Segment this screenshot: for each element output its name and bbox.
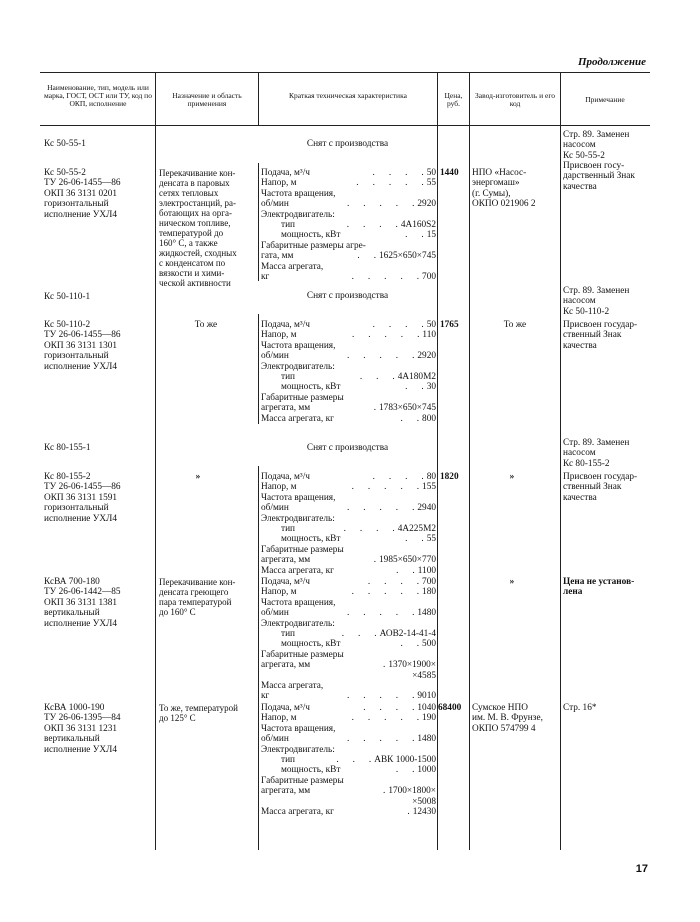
spec-value: 190 xyxy=(422,713,436,724)
spec-line xyxy=(261,230,436,240)
row-maker: НПО «Насос- энергомаш» (г. Сумы), ОКПО 021906 2 xyxy=(472,168,536,210)
spec-line xyxy=(261,755,436,765)
spec-label: об/мин xyxy=(261,608,289,619)
spec-label: Масса агрегата, кг xyxy=(261,413,334,424)
spec-line xyxy=(261,681,436,691)
spec-line xyxy=(261,199,436,209)
spec-leader-dots: . . . . xyxy=(372,472,424,482)
spec-label: Масса агрегата, xyxy=(261,680,324,691)
spec-line xyxy=(261,168,436,178)
spec-label: Частота вращения, xyxy=(261,723,336,734)
spec-line xyxy=(261,545,436,555)
header-maker: Завод-изготовитель и его код xyxy=(475,91,555,108)
spec-value: 2920 xyxy=(417,199,436,210)
row-name: Кс 80-155-1 xyxy=(44,443,91,453)
spec-label: тип xyxy=(281,628,296,639)
spec-label: гата, мм xyxy=(261,251,294,262)
col-divider-2-seg2 xyxy=(258,314,259,424)
spec-label: Частота вращения, xyxy=(261,188,336,199)
spec-label: Электродвигатель: xyxy=(261,744,335,755)
spec-line xyxy=(261,629,436,639)
spec-leader-dots: . . xyxy=(396,565,415,576)
spec-line xyxy=(261,393,436,403)
spec-leader-dots: . . . . . xyxy=(347,691,415,702)
spec-label: агрегата, мм xyxy=(261,786,311,797)
spec-line xyxy=(261,351,436,361)
spec-label: Электродвигатель: xyxy=(261,618,335,629)
spec-value: 80 xyxy=(426,472,436,482)
spec-line xyxy=(261,403,436,413)
row-spec xyxy=(261,703,436,817)
spec-label: Масса агрегата, xyxy=(261,261,324,272)
spec-status: Снят с производства xyxy=(306,139,389,149)
spec-leader-dots: . . . xyxy=(336,754,372,765)
spec-label: об/мин xyxy=(261,503,289,514)
spec-value: 1370×1900× xyxy=(388,660,436,671)
spec-leader-dots: . . . . . xyxy=(347,734,415,745)
spec-leader-dots: . . . . xyxy=(346,219,398,230)
row-note: Стр. 16* xyxy=(563,703,597,713)
spec-value: 50 xyxy=(426,320,436,330)
row-spec xyxy=(261,320,436,424)
spec-leader-dots: . . . . . xyxy=(351,330,420,341)
spec-line xyxy=(261,189,436,199)
spec-leader-dots: . . . . . xyxy=(351,271,420,282)
spec-leader-dots: . . . . . xyxy=(347,608,415,619)
spec-value: 2920 xyxy=(417,351,436,362)
spec-label: Габаритные размеры xyxy=(261,775,344,786)
spec-value: ×5008 xyxy=(412,796,436,807)
spec-status: Снят с производства xyxy=(306,291,389,301)
spec-label: Напор, м xyxy=(261,330,297,341)
spec-value: 180 xyxy=(422,587,436,598)
spec-leader-dots: . . . . . xyxy=(347,351,415,362)
spec-label: тип xyxy=(281,219,296,230)
spec-line xyxy=(261,713,436,723)
spec-line xyxy=(261,220,436,230)
spec-line xyxy=(261,482,436,492)
spec-label: Электродвигатель: xyxy=(261,361,335,372)
spec-line xyxy=(261,503,436,513)
row-name: Кс 80-155-2 ТУ 26-06-1455—86 ОКП 36 3131 1591 горизонтальный исполнение УХЛ4 xyxy=(44,472,121,524)
header-note: Примечание xyxy=(585,95,625,104)
spec-line xyxy=(261,372,436,382)
spec-label: Масса агрегата, кг xyxy=(261,806,334,817)
row-spec xyxy=(261,168,436,282)
spec-leader-dots: . . xyxy=(405,382,424,393)
row-note: Присвоен госу- дарственный Знак качества xyxy=(563,161,635,192)
spec-label: тип xyxy=(281,754,296,765)
row-name: КсВА 700-180 ТУ 26-06-1442—85 ОКП 36 3131 1381 вертикальный исполнение УХЛ4 xyxy=(44,577,121,629)
spec-value: 1480 xyxy=(417,734,436,745)
spec-line xyxy=(261,660,436,670)
spec-label: тип xyxy=(281,523,296,534)
spec-label: Габаритные размеры xyxy=(261,392,344,403)
spec-value: 1040 xyxy=(417,703,436,713)
spec-line xyxy=(261,210,436,220)
row-note: Стр. 89. Заменен насосом Кс 50-55-2 xyxy=(563,130,630,161)
spec-line xyxy=(261,178,436,188)
spec-value: 1100 xyxy=(417,565,436,576)
spec-leader-dots: . . . . . xyxy=(347,199,415,210)
spec-label: Подача, м³/ч xyxy=(261,703,310,713)
spec-value: 700 xyxy=(422,271,436,282)
spec-line xyxy=(261,608,436,618)
spec-line xyxy=(261,598,436,608)
header-purpose: Назначение и область применения xyxy=(172,91,242,108)
spec-line xyxy=(261,786,436,796)
spec-label: Электродвигатель: xyxy=(261,209,335,220)
spec-label: кг xyxy=(261,691,270,702)
row-purpose: » xyxy=(195,472,201,482)
row-name: Кс 50-55-1 xyxy=(44,139,86,149)
spec-label: Напор, м xyxy=(261,713,297,724)
spec-value: АОВ2-14-41-4 xyxy=(379,628,436,639)
spec-line xyxy=(261,524,436,534)
continuation-label: Продолжение xyxy=(577,56,646,68)
spec-label: Подача, м³/ч xyxy=(261,320,310,330)
row-maker: Сумское НПО им. М. В. Фрунзе, ОКПО 574799 4 xyxy=(472,703,543,734)
spec-value: АВК 1000-1500 xyxy=(374,754,436,765)
spec-value: 55 xyxy=(426,178,436,189)
spec-leader-dots: . . . . . xyxy=(347,503,415,514)
spec-label: Габаритные размеры xyxy=(261,544,344,555)
row-spec xyxy=(261,472,436,576)
header-spec: Краткая техническая характеристика xyxy=(289,91,407,100)
col-divider-2-seg1 xyxy=(258,163,259,281)
spec-value: 500 xyxy=(422,639,436,650)
spec-line xyxy=(261,577,436,587)
row-purpose: Перекачивание кон- денсата греющего пара температурой до 160° С xyxy=(159,577,236,617)
spec-label: Габаритные размеры xyxy=(261,649,344,660)
row-name: Кс 50-110-1 xyxy=(44,292,91,302)
row-note: Присвоен государ- ственный Знак качества xyxy=(563,472,638,503)
spec-label: об/мин xyxy=(261,734,289,745)
spec-label: Подача, м³/ч xyxy=(261,472,310,482)
spec-value: 2940 xyxy=(417,503,436,514)
spec-leader-dots: . . . . . xyxy=(351,587,420,598)
spec-line xyxy=(261,472,436,482)
spec-leader-dots: . xyxy=(373,555,377,566)
spec-label: мощность, кВт xyxy=(281,639,341,650)
spec-leader-dots: . . . . . xyxy=(351,713,420,724)
spec-line xyxy=(261,724,436,734)
spec-line xyxy=(261,703,436,713)
row-note: Присвоен государ- ственный Знак качества xyxy=(563,320,638,351)
spec-line xyxy=(261,341,436,351)
spec-label: Масса агрегата, кг xyxy=(261,565,334,576)
spec-label: Подача, м³/ч xyxy=(261,577,310,587)
spec-label: Напор, м xyxy=(261,482,297,493)
row-name: Кс 50-55-2 ТУ 26-06-1455—86 ОКП 36 3131 0201 горизонтальный исполнение УХЛ4 xyxy=(44,168,121,220)
col-divider-2-seg3 xyxy=(258,466,259,850)
col-divider-4 xyxy=(469,72,470,850)
spec-line xyxy=(261,807,436,817)
spec-value: 800 xyxy=(422,413,436,424)
spec-line xyxy=(261,362,436,372)
spec-value: 1000 xyxy=(417,765,436,776)
spec-line xyxy=(261,671,436,681)
spec-value: 155 xyxy=(422,482,436,493)
spec-leader-dots: . . . . . xyxy=(351,482,420,493)
spec-line xyxy=(261,639,436,649)
spec-label: Напор, м xyxy=(261,587,297,598)
row-purpose: Перекачивание кон- денсата в паровых сетях тепловых электростанций, ра- ботающих на орга- ническом топливе, температурой до 160° С, а также жидкостей, сходных с конденсатом по вязкости и хими- ческой активности xyxy=(159,168,237,288)
spec-line xyxy=(261,251,436,261)
spec-value: 55 xyxy=(426,534,436,545)
spec-line xyxy=(261,776,436,786)
spec-line xyxy=(261,650,436,660)
spec-label: мощность, кВт xyxy=(281,765,341,776)
spec-value: 15 xyxy=(426,230,436,241)
spec-leader-dots: . . . . xyxy=(367,577,420,587)
spec-label: об/мин xyxy=(261,351,289,362)
spec-line xyxy=(261,514,436,524)
spec-leader-dots: . xyxy=(382,786,386,797)
spec-line xyxy=(261,745,436,755)
spec-leader-dots: . xyxy=(373,403,377,414)
spec-leader-dots: . xyxy=(407,806,410,817)
spec-line xyxy=(261,587,436,597)
spec-value: 110 xyxy=(422,330,436,341)
row-maker: » xyxy=(509,472,515,482)
header-name: Наименование, тип, модель или марка, ГОСТ, ОСТ или ТУ, код по ОКП, исполнение xyxy=(44,83,152,108)
col-divider-2-header xyxy=(258,72,259,125)
spec-value: 4А160S2 xyxy=(400,219,436,230)
spec-line xyxy=(261,330,436,340)
spec-value: 700 xyxy=(422,577,436,587)
spec-line xyxy=(261,382,436,392)
spec-label: кг xyxy=(261,271,270,282)
col-divider-1 xyxy=(155,72,156,850)
row-note: Стр. 89. Заменен насосом Кс 80-155-2 xyxy=(563,438,630,469)
spec-line xyxy=(261,566,436,576)
spec-value: 9010 xyxy=(417,691,436,702)
spec-label: Подача, м³/ч xyxy=(261,168,310,178)
spec-value: 1783×650×745 xyxy=(379,403,436,414)
spec-leader-dots: . . . xyxy=(359,371,395,382)
spec-leader-dots: . . xyxy=(405,230,424,241)
spec-line xyxy=(261,262,436,272)
spec-value: 1985×650×770 xyxy=(379,555,436,566)
spec-line xyxy=(261,555,436,565)
spec-line xyxy=(261,734,436,744)
spec-label: Электродвигатель: xyxy=(261,513,335,524)
row-note: Стр. 89. Заменен насосом Кс 50-110-2 xyxy=(563,286,630,317)
spec-leader-dots: . . xyxy=(357,251,377,262)
spec-line xyxy=(261,414,436,424)
spec-leader-dots: . . xyxy=(400,639,420,650)
spec-line xyxy=(261,534,436,544)
spec-value: ×4585 xyxy=(412,670,436,681)
spec-value: 30 xyxy=(426,382,436,393)
header-bottom-border xyxy=(40,125,650,126)
row-purpose: То же, температурой до 125° С xyxy=(159,703,238,723)
row-maker: » xyxy=(509,577,515,587)
spec-label: Частота вращения, xyxy=(261,340,336,351)
spec-line xyxy=(261,619,436,629)
spec-leader-dots: . . . . xyxy=(370,168,424,178)
spec-label: об/мин xyxy=(261,199,289,210)
spec-leader-dots: . . xyxy=(395,765,415,776)
spec-line xyxy=(261,241,436,251)
row-note: Цена не установ- лена xyxy=(563,577,635,598)
row-name: Кс 50-110-2 ТУ 26-06-1455—86 ОКП 36 3131 1301 горизонтальный исполнение УХЛ4 xyxy=(44,320,121,372)
spec-leader-dots: . xyxy=(382,660,386,671)
spec-value: 50 xyxy=(426,168,436,178)
spec-label: Габаритные размеры агре- xyxy=(261,240,366,251)
spec-value: 1625×650×745 xyxy=(379,251,436,262)
spec-leader-dots: . . . xyxy=(341,628,377,639)
spec-label: Частота вращения, xyxy=(261,597,336,608)
col-divider-5 xyxy=(560,72,561,850)
spec-value: 1480 xyxy=(417,608,436,619)
spec-line xyxy=(261,493,436,503)
row-price: 1820 xyxy=(440,472,459,482)
header-price: Цена, руб. xyxy=(444,91,463,108)
table-top-border xyxy=(40,72,650,73)
col-divider-3 xyxy=(437,72,438,850)
row-name: КсВА 1000-190 ТУ 26-06-1395—84 ОКП 36 3131 1231 вертикальный исполнение УХЛ4 xyxy=(44,703,121,755)
spec-leader-dots: . . . . xyxy=(363,703,415,713)
spec-line xyxy=(261,797,436,807)
spec-leader-dots: . . . . xyxy=(372,320,424,330)
spec-line xyxy=(261,320,436,330)
spec-label: тип xyxy=(281,371,296,382)
spec-label: мощность, кВт xyxy=(281,230,341,241)
spec-label: агрегата, мм xyxy=(261,660,311,671)
spec-line xyxy=(261,272,436,282)
spec-leader-dots: . . xyxy=(400,413,420,424)
spec-leader-dots: . . xyxy=(405,534,424,545)
spec-label: мощность, кВт xyxy=(281,534,341,545)
row-price: 1440 xyxy=(440,168,459,178)
spec-leader-dots: . . . . . xyxy=(356,178,424,189)
spec-line xyxy=(261,765,436,775)
row-purpose: То же xyxy=(194,320,218,330)
spec-label: Частота вращения, xyxy=(261,492,336,503)
page-number: 17 xyxy=(635,863,648,875)
row-spec xyxy=(261,577,436,702)
row-price: 1765 xyxy=(440,320,459,330)
spec-label: Напор, м xyxy=(261,178,297,189)
spec-leader-dots: . . . . xyxy=(343,523,395,534)
spec-status: Снят с производства xyxy=(306,443,389,453)
spec-value: 4А225М2 xyxy=(397,523,436,534)
spec-label: агрегата, мм xyxy=(261,555,311,566)
spec-label: агрегата, мм xyxy=(261,403,311,414)
row-maker: То же xyxy=(503,320,527,330)
spec-value: 4А180М2 xyxy=(397,371,436,382)
spec-label: мощность, кВт xyxy=(281,382,341,393)
spec-value: 1700×1800× xyxy=(388,786,436,797)
spec-value: 12430 xyxy=(412,806,436,817)
spec-line xyxy=(261,691,436,701)
row-price: 68400 xyxy=(438,703,462,713)
